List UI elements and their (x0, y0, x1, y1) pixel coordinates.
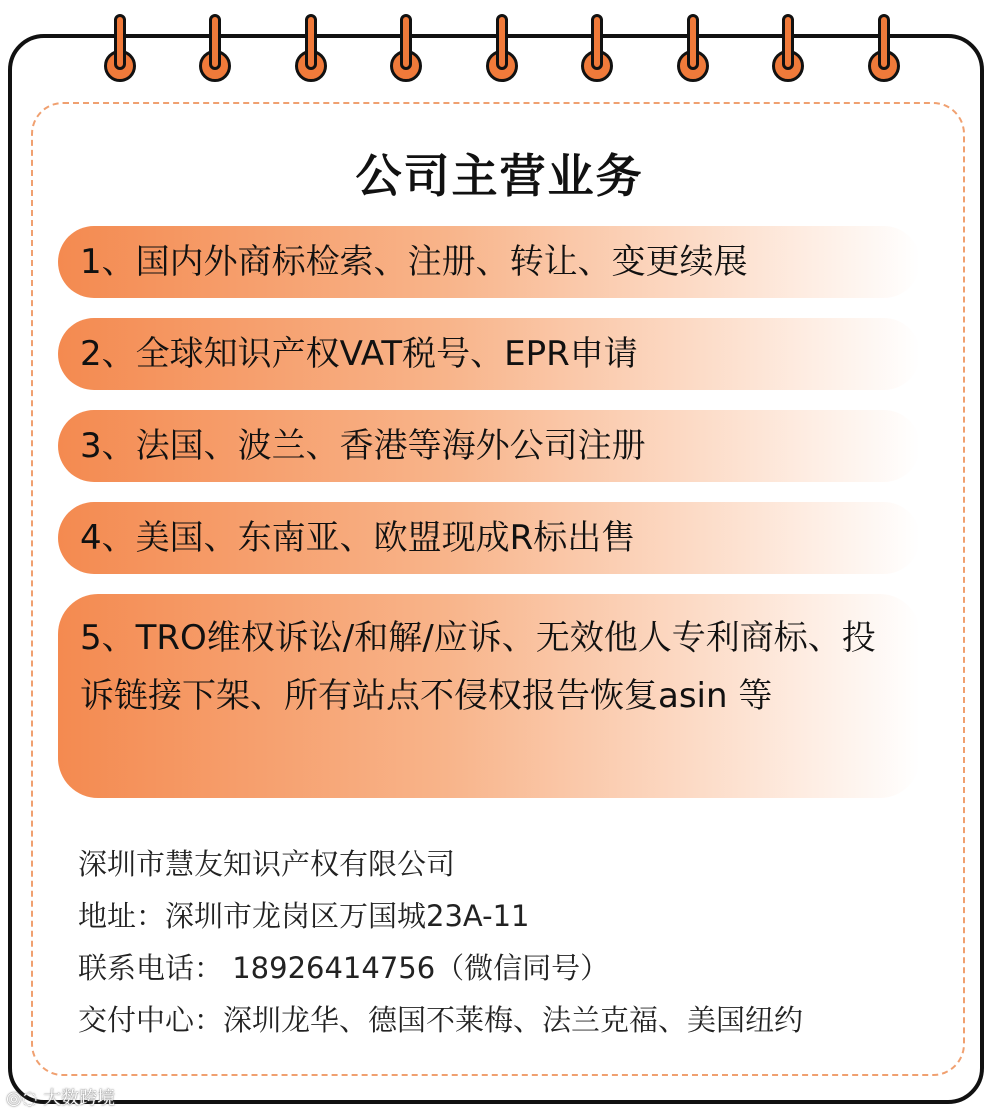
binder-ring-icon (104, 14, 136, 84)
binder-ring-icon (486, 14, 518, 84)
binder-ring-icon (390, 14, 422, 84)
company-phone: 联系电话： 18926414756（微信同号） (78, 951, 610, 985)
binder-ring-icon (677, 14, 709, 84)
company-address: 地址：深圳市龙岗区万国城23A-11 (78, 899, 530, 933)
watermark-text: 大数跨境 (43, 1088, 116, 1109)
binder-ring-icon (199, 14, 231, 84)
service-item-2: 2、全球知识产权VAT税号、EPR申请 (58, 318, 920, 390)
company-name: 深圳市慧友知识产权有限公司 (78, 847, 456, 881)
service-item-4: 4、美国、东南亚、欧盟现成R标出售 (58, 502, 920, 574)
service-item-3: 3、法国、波兰、香港等海外公司注册 (58, 410, 920, 482)
binder-ring-icon (868, 14, 900, 84)
company-info (78, 838, 948, 1046)
service-item-1: 1、国内外商标检索、注册、转让、变更续展 (58, 226, 920, 298)
service-item-5: 5、TRO维权诉讼/和解/应诉、无效他人专利商标、投诉链接下架、所有站点不侵权报告恢复asin 等 (58, 594, 920, 798)
binder-ring-icon (772, 14, 804, 84)
brand-logo-icon: ◎◌ (6, 1088, 38, 1109)
page-title: 公司主营业务 (355, 149, 644, 203)
company-delivery: 交付中心：深圳龙华、德国不莱梅、法兰克福、美国纽约 (78, 1003, 804, 1037)
binder-ring-icon (581, 14, 613, 84)
binder-ring-icon (295, 14, 327, 84)
watermark (6, 1084, 115, 1110)
